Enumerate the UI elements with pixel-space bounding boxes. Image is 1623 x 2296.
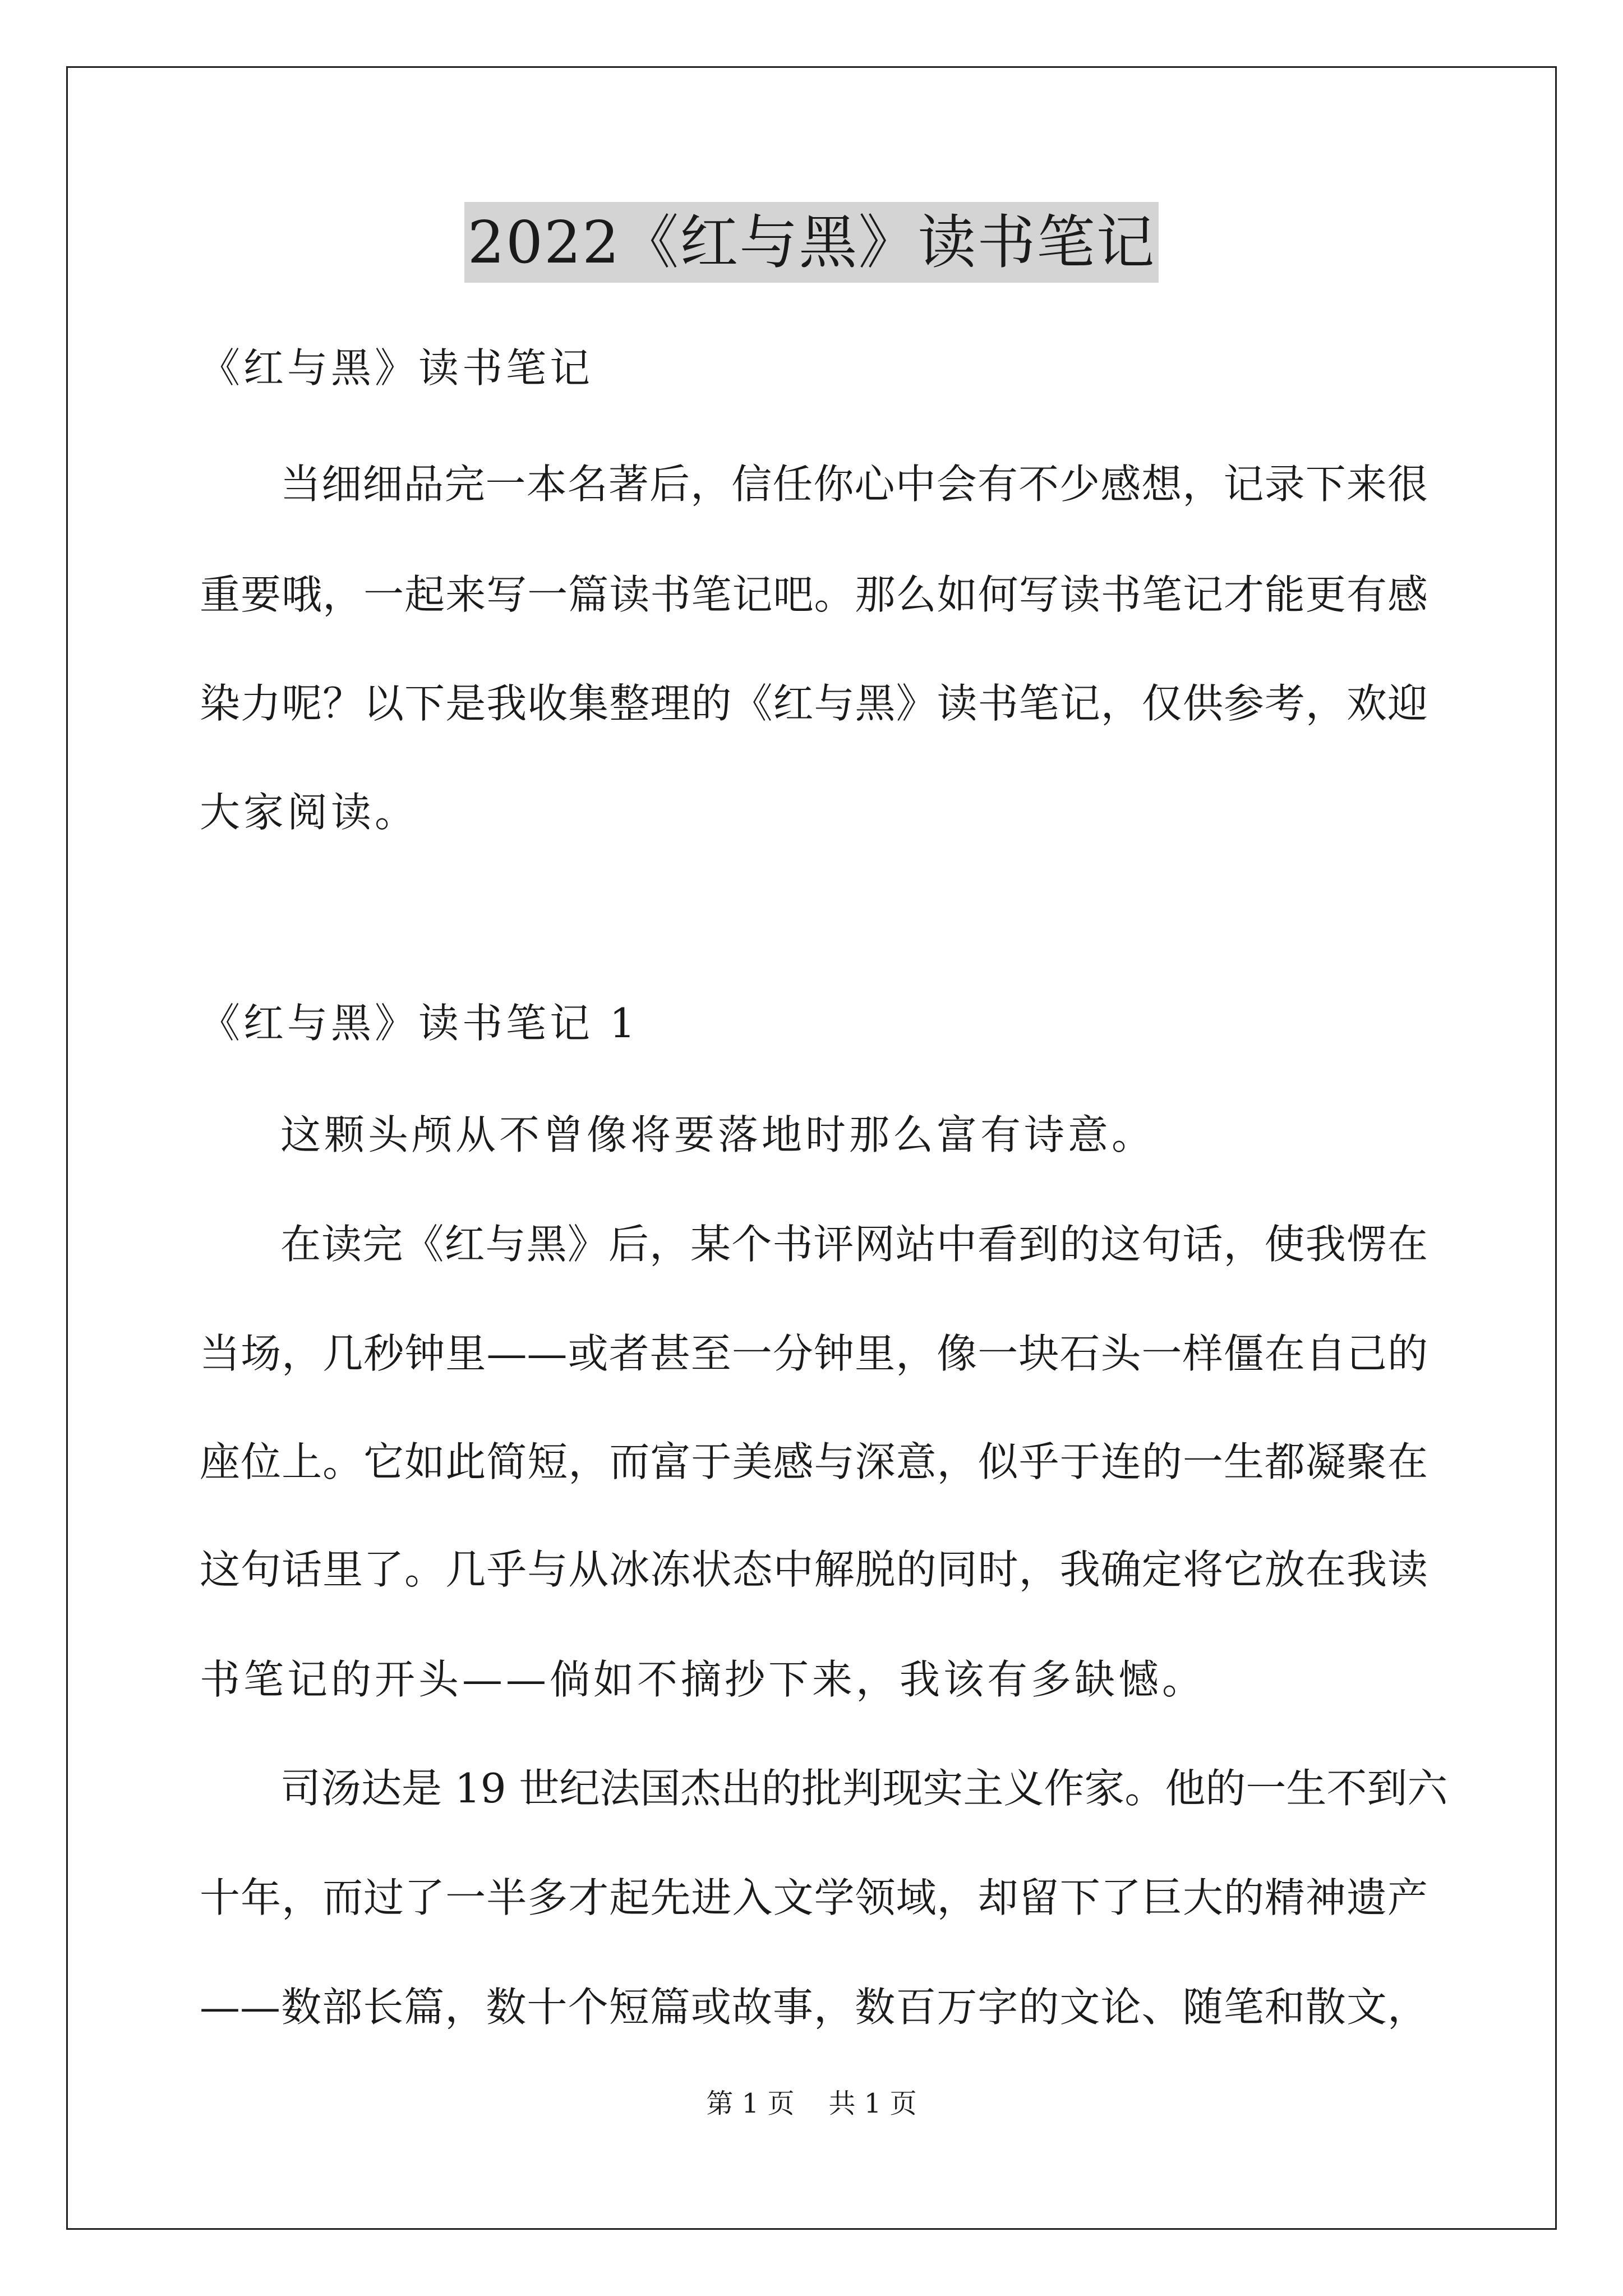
body-line: 座位上。它如此简短，而富于美感与深意，似乎于连的一生都凝聚在 (200, 1438, 1428, 1485)
intro-line: 重要哦，一起来写一篇读书笔记吧。那么如何写读书笔记才能更有感 (200, 571, 1428, 618)
body-line: 这句话里了。几乎与从冰冻状态中解脱的同时，我确定将它放在我读 (200, 1546, 1428, 1593)
page-footer: 第 1 页 共 1 页 (706, 2088, 917, 2119)
document-title: 2022《红与黑》读书笔记 (464, 202, 1159, 283)
body-line: 司汤达是 19 世纪法国杰出的批判现实主义作家。他的一生不到六 (280, 1765, 1448, 1812)
body-line: ——数部长篇，数十个短篇或故事，数百万字的文论、随笔和散文， (200, 1984, 1428, 2031)
body-line: 当场，几秒钟里——或者甚至一分钟里，像一块石头一样僵在自己的 (200, 1330, 1428, 1377)
body-line: 十年，而过了一半多才起先进入文学领域，却留下了巨大的精神遗产 (200, 1874, 1428, 1921)
note-heading: 《红与黑》读书笔记 1 (200, 1000, 639, 1047)
body-line: 在读完《红与黑》后，某个书评网站中看到的这句话，使我愣在 (280, 1221, 1428, 1268)
intro-line: 当细细品完一本名著后，信任你心中会有不少感想，记录下来很 (280, 461, 1428, 508)
body-line: 书笔记的开头——倘如不摘抄下来，我该有多缺憾。 (200, 1656, 1206, 1703)
section-heading: 《红与黑》读书笔记 (200, 344, 594, 392)
intro-line: 大家阅读。 (200, 789, 419, 836)
intro-line: 染力呢？以下是我收集整理的《红与黑》读书笔记，仅供参考，欢迎 (200, 680, 1428, 727)
quote-line: 这颗头颅从不曾像将要落地时那么富有诗意。 (280, 1111, 1156, 1158)
title-container (0, 202, 1623, 283)
